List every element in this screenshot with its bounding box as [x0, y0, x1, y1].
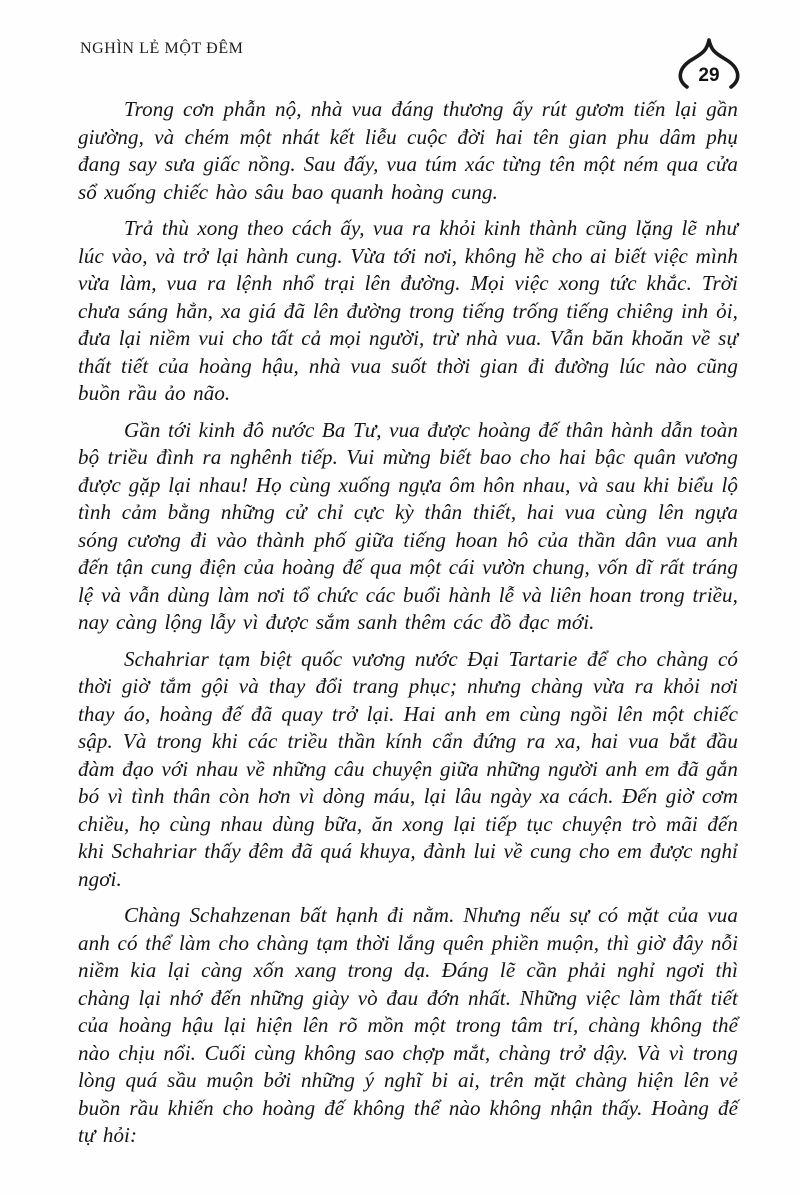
page-header: [80, 36, 746, 94]
page-number-badge: [672, 36, 746, 94]
running-title: NGHÌN LẺ MỘT ĐÊM: [80, 40, 244, 57]
page-number: 29: [698, 65, 720, 86]
paragraph-2: Trả thù xong theo cách ấy, vua ra khỏi kinh thành cũng lặng lẽ như lúc vào, và trở lại hành cung. Vừa tới nơi, không hề cho ai biết việc mình vừa làm, vua ra lệnh nhổ trại lên đường. Mọi việc xong tức khắc. Trời chưa sáng hẳn, xa giá đã lên đường trong tiếng trống tiếng chiêng inh ỏi, đưa lại niềm vui cho tất cả mọi người, trừ nhà vua. Vẫn băn khoăn về sự thất tiết của hoàng hậu, nhà vua suốt thời gian đi đường lúc nào cũng buồn rầu ảo não.: [78, 216, 738, 405]
paragraph-5: Chàng Schahzenan bất hạnh đi nằm. Nhưng nếu sự có mặt của vua anh có thể làm cho chàng tạm thời lắng quên phiền muộn, thì giờ đây nỗi niềm kia lại càng xốn xang trong dạ. Đáng lẽ cần phải nghỉ ngơi thì chàng lại nhớ đến những giày vò đau đớn nhất. Những việc làm thất tiết của hoàng hậu lại hiện lên rõ mồn một trong tâm trí, chàng không thể nào chịu nổi. Cuối cùng không sao chợp mắt, chàng trở dậy. Và vì trong lòng quá sầu muộn bởi những ý nghĩ bi ai, trên mặt chàng hiện lên vẻ buồn rầu khiến cho hoàng đế không thể nào không nhận thấy. Hoàng đế tự hỏi:: [78, 903, 738, 1147]
paragraph-4: Schahriar tạm biệt quốc vương nước Đại Tartarie để cho chàng có thời giờ tắm gội và thay đổi trang phục; nhưng chàng vừa ra khỏi nơi thay áo, hoàng đế đã quay trở lại. Hai anh em cùng ngồi lên một chiếc sập. Và trong khi các triều thần kính cẩn đứng ra xa, hai vua bắt đầu đàm đạo với nhau về những câu chuyện giữa những người anh em đã gắn bó vì tình thân còn hơn vì dòng máu, lại lâu ngày xa cách. Đến giờ cơm chiều, họ cùng nhau dùng bữa, ăn xong lại tiếp tục chuyện trò mãi đến khi Schahriar thấy đêm đã quá khuya, đành lui về cung cho em được nghỉ ngơi.: [78, 646, 738, 891]
paragraph-1: Trong cơn phẫn nộ, nhà vua đáng thương ấy rút gươm tiến lại gần giường, và chém một nhát kết liễu cuộc đời hai tên gian phu dâm phụ đang say sưa giấc nồng. Sau đấy, vua túm xác từng tên một ném qua cửa sổ xuống chiếc hào sâu bao quanh hoàng cung.: [78, 97, 738, 204]
paragraph-3: Gần tới kinh đô nước Ba Tư, vua được hoàng đế thân hành dẫn toàn bộ triều đình ra nghênh tiếp. Vui mừng biết bao cho hai bậc quân vương được gặp lại nhau! Họ cùng xuống ngựa ôm hôn nhau, và sau khi biểu lộ tình cảm bằng những cử chỉ cực kỳ thân thiết, hai vua cùng lên ngựa sóng cương đi vào thành phố giữa tiếng hoan hô của thần dân vua anh đến tận cung điện của hoàng đế qua một cái vườn chung, vốn dĩ rất tráng lệ và vẫn dùng làm nơi tổ chức các buổi hành lễ và liên hoan trong triều, nay càng lộng lẫy vì được sắm sanh thêm các đồ đạc mới.: [78, 417, 738, 634]
page-body: [78, 96, 738, 1150]
